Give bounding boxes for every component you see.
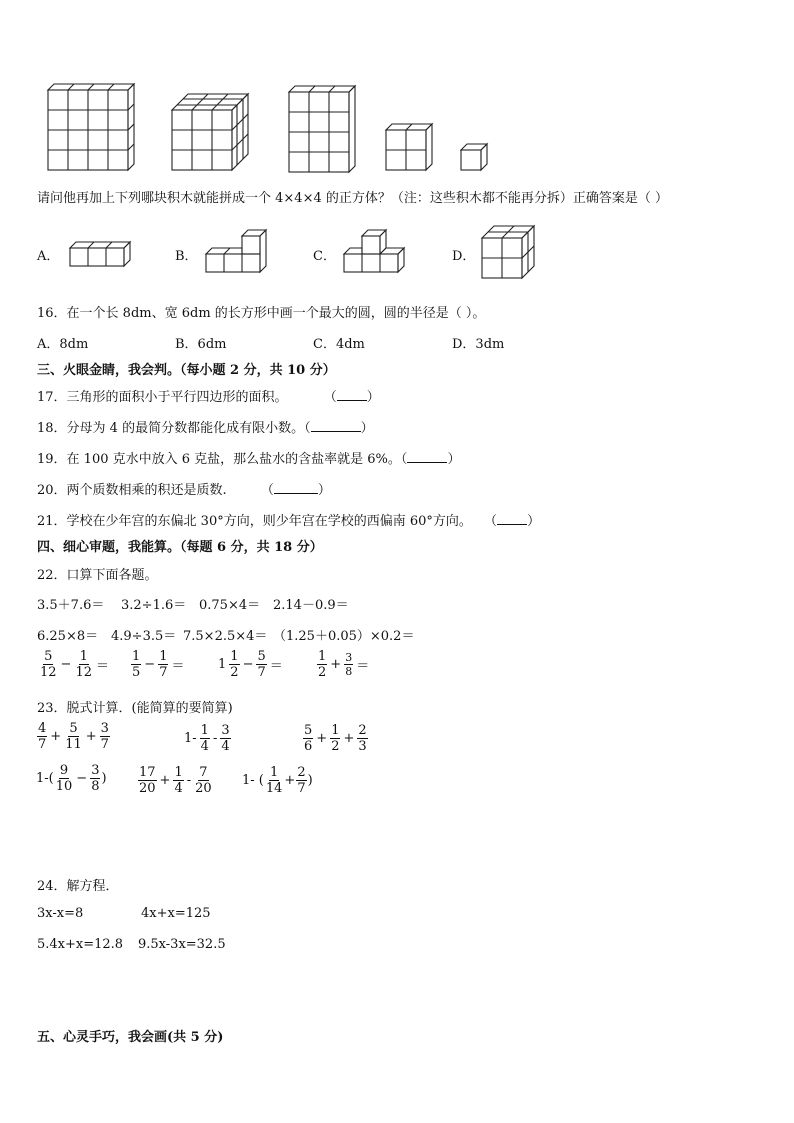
q22-row2-item3: 7.5×2.5×4＝ <box>183 629 268 644</box>
q20-answer-blank[interactable] <box>274 493 318 494</box>
cube-figure-3 <box>285 84 357 174</box>
q22-title: 22．口算下面各题。 <box>37 568 158 583</box>
q23-expr-a: $\frac{4}{7}$ + $\frac{5}{11}$ + $\frac{3}{7}$ <box>38 721 109 752</box>
q16-option-a: A．8dm <box>37 337 89 352</box>
cube-figure-5 <box>458 142 490 174</box>
q22-row3-expr2: $\frac{1}{5}$ − $\frac{1}{7}$ ＝ <box>132 649 185 680</box>
section-3-heading: 三、火眼金睛，我会判。（每小题 2 分，共 10 分） <box>37 363 336 378</box>
q15-option-a-label: A． <box>37 249 60 264</box>
q22-row2-item4: （1.25＋0.05）×0.2＝ <box>273 629 415 644</box>
q22-row1-item4: 2.14－0.9＝ <box>273 598 349 613</box>
q22-row1-item2: 3.2÷1.6＝ <box>121 598 187 613</box>
q19-statement: 19．在 100 克水中放入 6 克盐，那么盐水的含盐率就是 6%。（ ） <box>37 452 461 467</box>
q23-expr-b: 1- $\frac{1}{4}$ - $\frac{3}{4}$ <box>184 723 230 754</box>
q24-equation-4: 9.5x-3x=32.5 <box>138 937 226 952</box>
q17-answer-blank[interactable] <box>337 400 367 401</box>
q23-expr-d: 1-( $\frac{9}{10}$ − $\frac{3}{8}$ ) <box>36 763 107 794</box>
q16-stem: 16．在一个长 8dm、宽 6dm 的长方形中画一个最大的圆，圆的半径是（ ）。 <box>37 306 486 321</box>
q22-row1-item1: 3.5＋7.6＝ <box>37 598 105 613</box>
q22-row2-item1: 6.25×8＝ <box>37 629 99 644</box>
option-d-block-icon <box>478 224 540 282</box>
q21-statement: 21．学校在少年宫的东偏北 30°方向，则少年宫在学校的西偏南 60°方向。 （ ） <box>37 514 541 529</box>
q17-statement: 17．三角形的面积小于平行四边形的面积。 （ ） <box>37 390 380 405</box>
q22-row3-expr3: 1 $\frac{1}{2}$ − $\frac{5}{7}$ ＝ <box>218 649 283 680</box>
option-a-block-icon <box>66 240 132 272</box>
cube-figure-1 <box>40 82 140 177</box>
q24-equation-2: 4x+x=125 <box>141 906 211 921</box>
q16-option-c: C．4dm <box>313 337 365 352</box>
section-5-heading: 五、心灵手巧，我会画(共 5 分) <box>37 1030 224 1045</box>
q22-row3-expr4: $\frac{1}{2}$ + $\frac{3}{8}$ ＝ <box>318 649 370 680</box>
q23-expr-f: 1- ( $\frac{1}{14}$ + $\frac{2}{7}$ ) <box>242 765 313 796</box>
section-4-heading: 四、细心审题，我能算。（每题 6 分，共 18 分） <box>37 540 323 555</box>
q23-expr-c: $\frac{5}{6}$ + $\frac{1}{2}$ + $\frac{2}{3}$ <box>304 723 367 754</box>
q15-option-d-label: D． <box>452 249 476 264</box>
q22-row1-item3: 0.75×4＝ <box>199 598 261 613</box>
q15-question: 请问他再加上下列哪块积木就能拼成一个 4×4×4 的正方体？（注：这些积木都不能再分拆）正确答案是（ ） <box>37 191 668 206</box>
q23-title: 23．脱式计算．(能简算的要简算) <box>37 701 233 716</box>
q23-expr-e: $\frac{17}{20}$ + $\frac{1}{4}$ - $\frac{7}{20}$ <box>139 765 212 796</box>
q22-row2-item2: 4.9÷3.5＝ <box>111 629 177 644</box>
q18-statement: 18．分母为 4 的最简分数都能化成有限小数。（ ） <box>37 421 374 436</box>
q24-equation-3: 5.4x+x=12.8 <box>37 937 124 952</box>
option-c-block-icon <box>340 228 410 276</box>
option-b-block-icon <box>202 228 272 276</box>
q15-option-b-label: B． <box>175 249 198 264</box>
q15-option-c-label: C． <box>313 249 336 264</box>
q22-row3-expr1: $\frac{5}{12}$ − $\frac{1}{12}$ ＝ <box>40 649 110 680</box>
q16-option-d: D．3dm <box>452 337 505 352</box>
q16-option-b: B．6dm <box>175 337 227 352</box>
q19-answer-blank[interactable] <box>407 462 447 463</box>
q24-title: 24．解方程． <box>37 879 119 894</box>
q20-statement: 20．两个质数相乘的积还是质数. （ ） <box>37 483 331 498</box>
q21-answer-blank[interactable] <box>497 524 527 525</box>
q24-equation-1: 3x-x=8 <box>37 906 84 921</box>
cube-figure-4 <box>383 122 435 174</box>
q18-answer-blank[interactable] <box>311 431 361 432</box>
cube-figure-2 <box>168 90 253 175</box>
